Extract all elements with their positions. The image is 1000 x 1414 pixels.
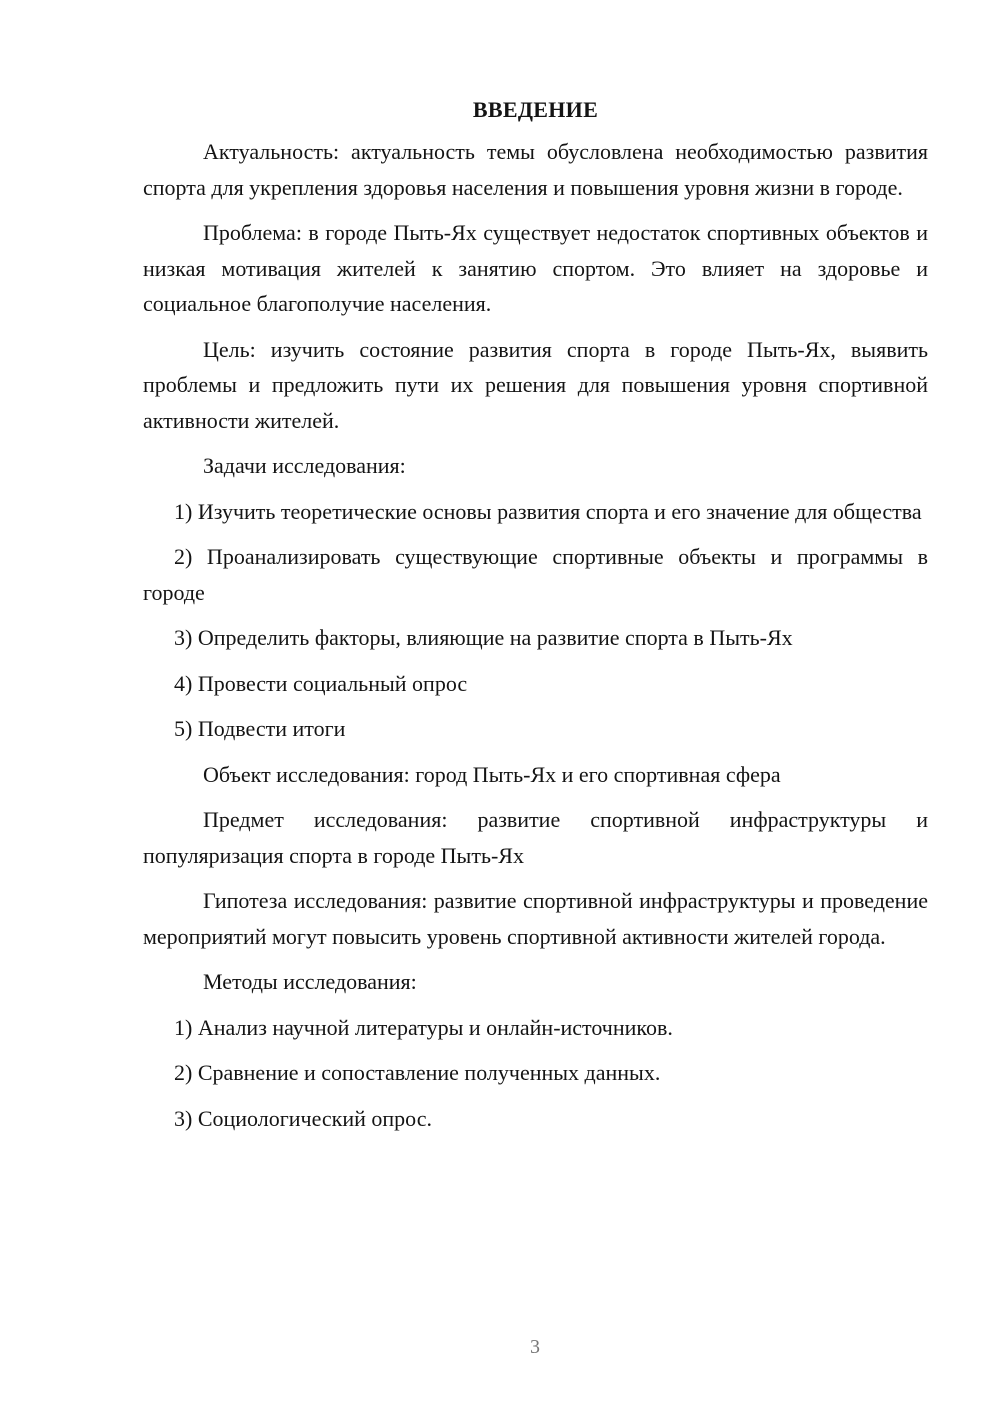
tasks-heading: Задачи исследования: xyxy=(203,453,406,478)
paragraph-hypothesis: Гипотеза исследования: развитие спортивной инфраструктуры и проведение мероприятий могут повысить уровень спортивной активности жителей города. xyxy=(143,888,928,949)
page-number: 3 xyxy=(530,1336,540,1358)
methods-heading: Методы исследования: xyxy=(203,969,417,994)
task-item-5: 5) Подвести итоги xyxy=(174,716,346,741)
method-item-1: 1) Анализ научной литературы и онлайн-источников. xyxy=(174,1014,673,1040)
paragraph-object: Объект исследования: город Пыть-Ях и его спортивная сфера xyxy=(203,761,781,787)
task-item-3: 3) Определить факторы, влияющие на развитие спорта в Пыть-Ях xyxy=(174,625,793,650)
method-item-3: 3) Социологический опрос. xyxy=(174,1105,432,1131)
task-item-1: 1) Изучить теоретические основы развития спорта и его значение для общества xyxy=(174,498,922,524)
task-item-4: 4) Провести социальный опрос xyxy=(174,670,468,696)
paragraph-problem: Проблема: в городе Пыть-Ях существует недостаток спортивных объектов и низкая мотивация жителей к занятию спортом. Это влияет на здоровье и социальное благополучие населения. xyxy=(143,220,928,316)
page-body xyxy=(143,92,928,1146)
paragraph-goal: Цель: изучить состояние развития спорта в городе Пыть-Ях, выявить проблемы и предложить пути их решения для повышения уровня спортивной активности жителей. xyxy=(143,336,928,433)
section-title: ВВЕДЕНИЕ xyxy=(472,97,599,122)
method-item-2: 2) Сравнение и сопоставление полученных данных. xyxy=(174,1060,661,1085)
paragraph-subject: Предмет исследования: развитие спортивной инфраструктуры и популяризация спорта в городе Пыть-Ях xyxy=(143,807,928,868)
task-item-2: 2) Проанализировать существующие спортивные объекты и программы в городе xyxy=(143,544,928,605)
paragraph-relevance: Актуальность: актуальность темы обусловлена необходимостью развития спорта для укрепления здоровья населения и повышения уровня жизни в городе. xyxy=(143,139,928,200)
